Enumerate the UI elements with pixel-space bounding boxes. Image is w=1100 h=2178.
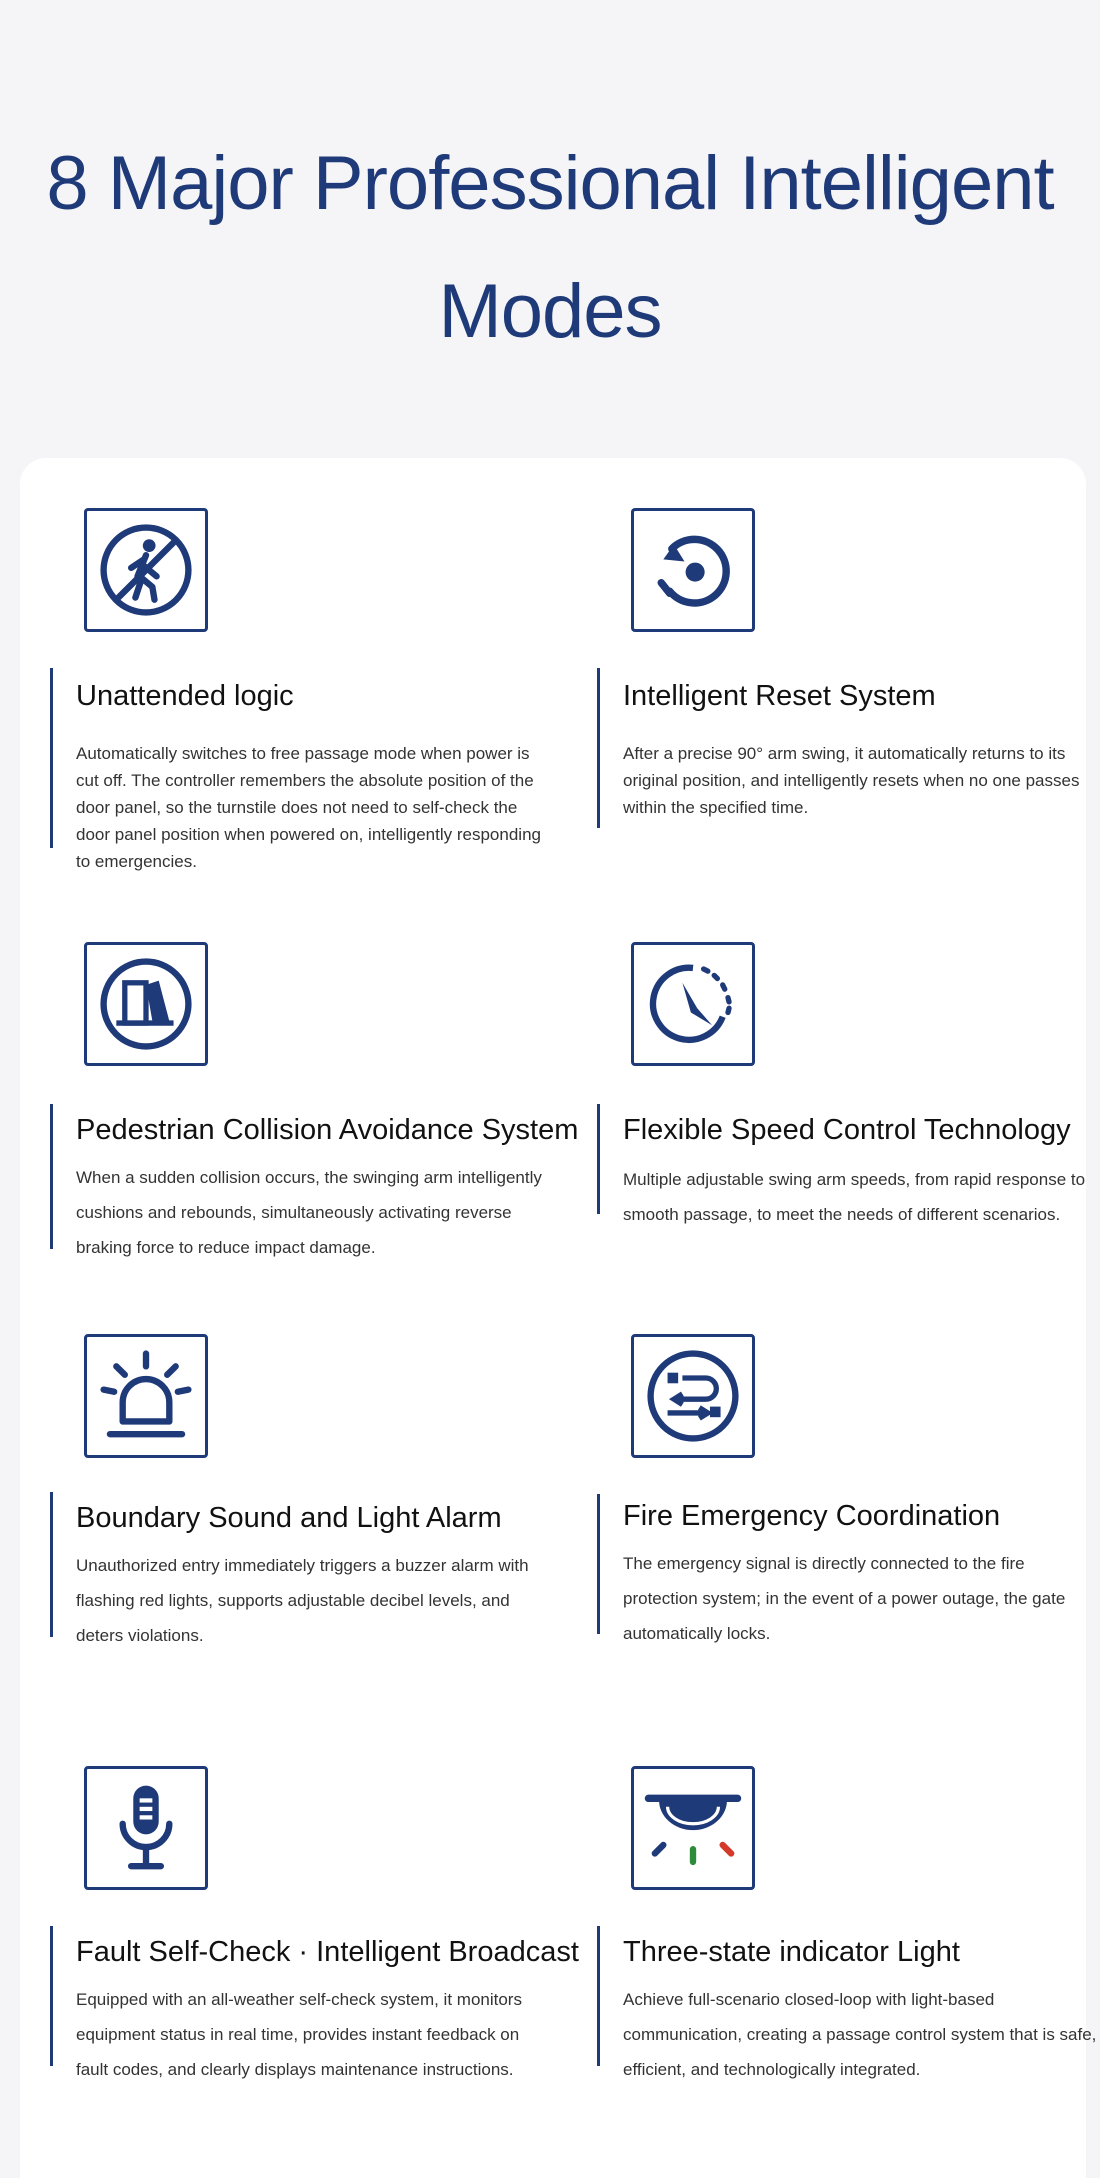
accent-bar: [50, 1492, 53, 1637]
feature-description: Multiple adjustable swing arm speeds, from rapid response to smooth passage, to meet the needs of different scenarios.: [623, 1170, 1086, 1224]
feature-title: Intelligent Reset System: [623, 680, 936, 712]
feature-three-state-light: [567, 1766, 1100, 2079]
feature-title: Unattended logic: [76, 680, 294, 712]
icon-frame: [84, 508, 208, 632]
accent-bar: [597, 668, 600, 828]
feature-title: Flexible Speed Control Technology: [623, 1114, 1071, 1146]
icon-frame: [84, 1766, 208, 1890]
page-title: [0, 120, 1100, 376]
title-line-1: 8 Major Professional Intelligent: [46, 141, 1054, 226]
feature-title: Three-state indicator Light: [623, 1936, 960, 1968]
microphone-icon: [93, 1775, 199, 1881]
feature-description: Equipped with an all-weather self-check system, it monitors equipment status in real time, provides instant feedback on fault codes, and clearly displays maintenance instructions.: [76, 1990, 522, 2079]
feature-sound-light-alarm: [20, 1334, 560, 1664]
title-line-2: Modes: [438, 269, 662, 354]
accent-bar: [597, 1104, 600, 1214]
feature-title: Pedestrian Collision Avoidance System: [76, 1114, 579, 1146]
speed-control-icon: [640, 951, 746, 1057]
icon-frame: [631, 1766, 755, 1890]
icon-frame: [631, 942, 755, 1066]
icon-frame: [84, 1334, 208, 1458]
icon-frame: [84, 942, 208, 1066]
feature-speed-control: [567, 942, 1100, 1272]
indicator-light-icon: [640, 1775, 746, 1881]
feature-fire-emergency: [567, 1334, 1100, 1664]
collision-avoidance-icon: [93, 951, 199, 1057]
fire-coordination-icon: [640, 1343, 746, 1449]
feature-description: When a sudden collision occurs, the swinging arm intelligently cushions and rebounds, simultaneously activating reverse braking force to reduce impact damage.: [76, 1168, 542, 1257]
feature-description: Unauthorized entry immediately triggers a buzzer alarm with flashing red lights, supports adjustable decibel levels, and deters violations.: [76, 1556, 529, 1645]
features-card: [20, 458, 1097, 2178]
feature-collision-avoidance: [20, 942, 579, 1272]
alarm-light-icon: [93, 1343, 199, 1449]
feature-description: The emergency signal is directly connected to the fire protection system; in the event of a power outage, the gate automatically locks.: [623, 1554, 1066, 1643]
feature-fault-self-check: [20, 1766, 579, 2079]
accent-bar: [50, 1104, 53, 1249]
accent-bar: [50, 668, 53, 848]
no-pedestrian-icon: [93, 517, 199, 623]
accent-bar: [597, 1926, 600, 2066]
feature-title: Fault Self-Check · Intelligent Broadcast: [76, 1936, 579, 1968]
feature-intelligent-reset: [567, 508, 1100, 817]
feature-title: Boundary Sound and Light Alarm: [76, 1502, 502, 1534]
accent-bar: [50, 1926, 53, 2066]
feature-unattended-logic: [20, 508, 560, 871]
icon-frame: [631, 1334, 755, 1458]
feature-description: Automatically switches to free passage mode when power is cut off. The controller remembers the absolute position of the door panel, so the turnstile does not need to self-check the door panel position when powered on, intelligently responding to emergencies.: [76, 744, 541, 871]
icon-frame: [631, 508, 755, 632]
feature-title: Fire Emergency Coordination: [623, 1500, 1001, 1532]
reset-icon: [640, 517, 746, 623]
accent-bar: [597, 1494, 600, 1634]
feature-description: Achieve full-scenario closed-loop with light-based communication, creating a passage control system that is safe, efficient, and technologically integrated.: [623, 1990, 1097, 2079]
feature-description: After a precise 90° arm swing, it automatically returns to its original position, and intelligently resets when no one passes within the specified time.: [623, 744, 1080, 817]
